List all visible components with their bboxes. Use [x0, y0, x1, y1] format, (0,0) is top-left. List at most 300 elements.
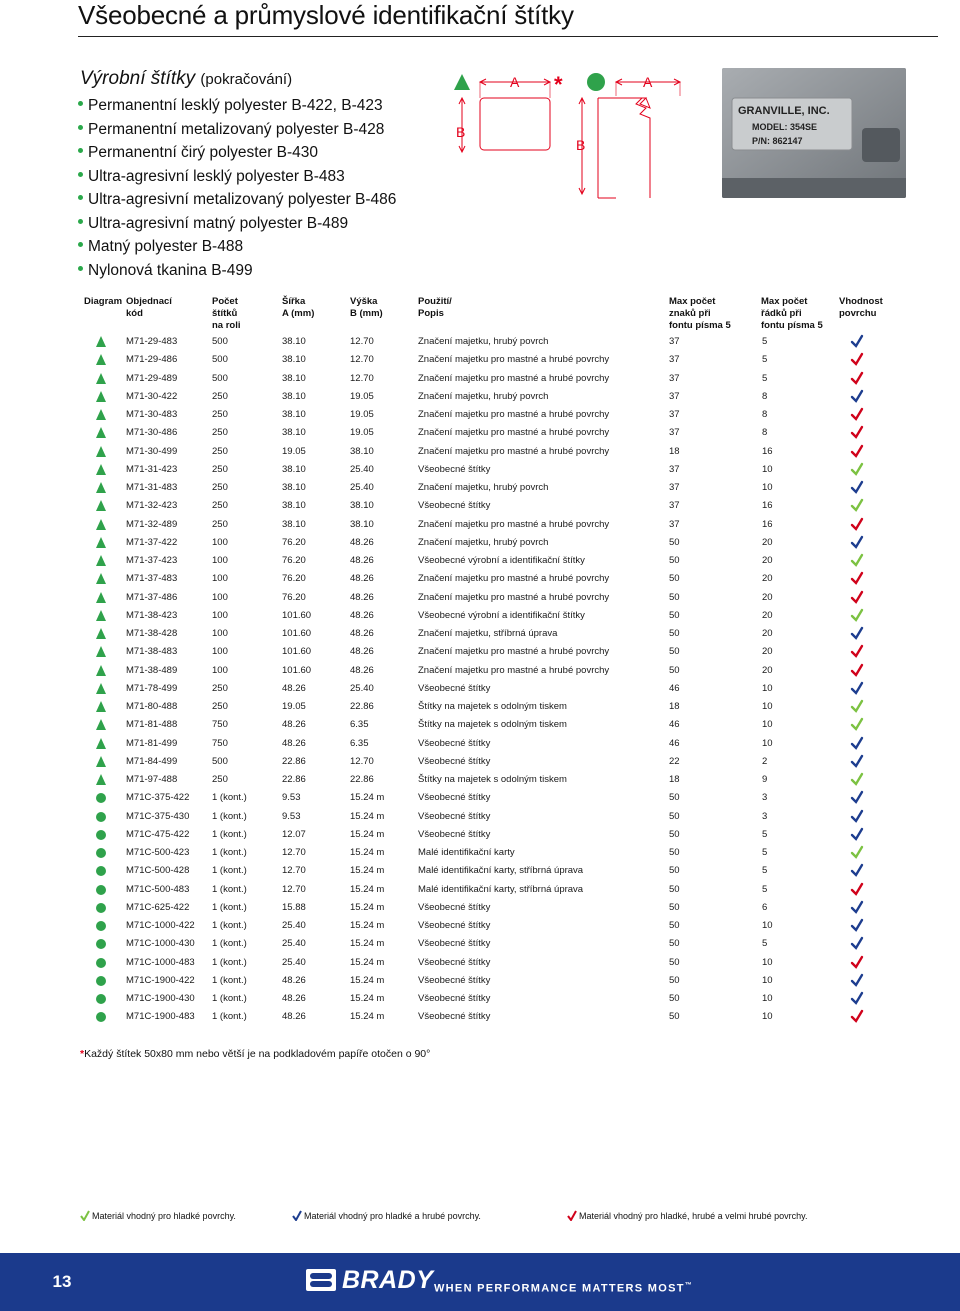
cell-width: 38.10	[282, 354, 306, 366]
cell-chars: 50	[669, 828, 680, 840]
check-icon	[850, 334, 864, 348]
cell-count: 100	[212, 664, 228, 676]
check-icon	[850, 425, 864, 439]
cell-height: 15.24 m	[350, 810, 385, 822]
cell-count: 250	[212, 701, 228, 712]
cell-count: 250	[212, 445, 228, 457]
cell-chars: 50	[669, 883, 680, 895]
cell-height: 15.24 m	[350, 865, 385, 877]
cell-width: 38.10	[282, 409, 306, 420]
cell-code: M71-32-423	[126, 500, 178, 512]
check-icon	[850, 590, 864, 604]
cell-width: 9.53	[282, 792, 301, 804]
cell-height: 48.26	[350, 573, 374, 585]
header-max-lines: Max počet řádků při fontu písma 5	[761, 296, 823, 331]
triangle-icon	[96, 500, 106, 511]
product-photo	[722, 68, 906, 198]
photo-line1: GRANVILLE, INC.	[738, 105, 830, 117]
cell-height: 25.40	[350, 482, 374, 493]
cell-code: M71C-500-428	[126, 865, 190, 877]
cell-usage: Všeobecné štítky	[418, 792, 491, 804]
cell-lines: 2	[762, 755, 768, 767]
material-item: Permanentní lesklý polyester B-422, B-423	[78, 94, 396, 118]
circle-icon	[96, 848, 106, 858]
cell-code: M71-37-486	[126, 591, 178, 603]
brady-logo-icon	[306, 1269, 336, 1291]
cell-lines: 10	[762, 1011, 773, 1023]
table-row	[0, 516, 960, 534]
dim-a-left: A	[510, 74, 520, 90]
cell-usage: Štítky na majetek s odolným tiskem	[418, 774, 567, 785]
cell-chars: 50	[669, 1011, 680, 1023]
cell-lines: 5	[762, 883, 768, 895]
check-icon	[850, 444, 864, 458]
check-icon	[850, 1009, 864, 1023]
check-icon	[850, 736, 864, 750]
cell-lines: 10	[762, 682, 773, 694]
cell-count: 250	[212, 463, 228, 475]
cell-lines: 5	[762, 847, 768, 858]
label-outline-small	[480, 98, 550, 150]
check-icon	[567, 1210, 577, 1221]
cell-count: 1 (kont.)	[212, 810, 247, 822]
cell-lines: 8	[762, 390, 768, 402]
cell-count: 100	[212, 646, 228, 658]
footer-bar	[0, 1253, 960, 1311]
triangle-icon	[96, 610, 106, 621]
cell-chars: 50	[669, 664, 680, 676]
table-row	[0, 662, 960, 680]
cell-width: 101.60	[282, 646, 312, 658]
cell-usage: Malé identifikační karty	[418, 847, 515, 858]
table-row	[0, 461, 960, 479]
cell-chars: 50	[669, 792, 680, 804]
cell-usage: Všeobecné štítky	[418, 737, 491, 749]
check-icon	[850, 918, 864, 932]
cell-code: M71-97-488	[126, 774, 178, 785]
cell-code: M71-38-483	[126, 646, 178, 658]
material-item: Matný polyester B-488	[78, 235, 396, 259]
table-row	[0, 808, 960, 826]
cell-lines: 20	[762, 609, 773, 621]
check-icon	[850, 535, 864, 549]
cell-chars: 50	[669, 628, 680, 639]
cell-chars: 46	[669, 682, 680, 694]
cell-code: M71-38-489	[126, 664, 178, 676]
cell-chars: 37	[669, 463, 680, 475]
cell-count: 100	[212, 536, 228, 548]
cell-lines: 20	[762, 628, 773, 639]
table-row	[0, 443, 960, 461]
cell-lines: 10	[762, 956, 773, 968]
check-icon	[850, 845, 864, 859]
cell-usage: Značení majetku, stříbrná úprava	[418, 628, 558, 639]
table-row	[0, 333, 960, 351]
cell-height: 48.26	[350, 664, 374, 676]
cell-code: M71-29-489	[126, 372, 178, 384]
cell-usage: Všeobecné štítky	[418, 682, 491, 694]
circle-icon	[96, 976, 106, 986]
table-row	[0, 899, 960, 917]
check-icon	[850, 754, 864, 768]
table-row	[0, 753, 960, 771]
cell-usage: Značení majetku pro mastné a hrubé povrchy	[418, 518, 610, 530]
table-row	[0, 406, 960, 424]
check-icon	[850, 626, 864, 640]
cell-usage: Všeobecné štítky	[418, 1011, 491, 1023]
cell-code: M71C-1900-483	[126, 1011, 195, 1023]
cell-code: M71C-500-423	[126, 847, 190, 858]
check-icon	[850, 772, 864, 786]
cell-width: 12.07	[282, 828, 306, 840]
cell-chars: 18	[669, 701, 680, 712]
circle-icon	[96, 866, 106, 876]
check-icon	[850, 517, 864, 531]
cell-width: 22.86	[282, 755, 306, 767]
cell-chars: 37	[669, 372, 680, 384]
table-row	[0, 935, 960, 953]
cell-chars: 50	[669, 573, 680, 585]
table-row	[0, 844, 960, 862]
triangle-icon	[96, 756, 106, 767]
cell-height: 15.24 m	[350, 1011, 385, 1023]
table-row	[0, 643, 960, 661]
circle-icon	[96, 958, 106, 968]
brand-name: BRADY	[342, 1265, 434, 1294]
brand-logo	[306, 1266, 433, 1294]
table-row	[0, 607, 960, 625]
cell-usage: Všeobecné výrobní a identifikační štítky	[418, 609, 585, 621]
cell-usage: Značení majetku, hrubý povrch	[418, 390, 549, 402]
cell-usage: Značení majetku pro mastné a hrubé povrchy	[418, 409, 610, 420]
circle-icon	[96, 885, 106, 895]
cell-height: 12.70	[350, 755, 374, 767]
cell-count: 1 (kont.)	[212, 865, 247, 877]
cell-lines: 10	[762, 719, 773, 731]
section-heading	[80, 68, 292, 90]
cell-usage: Značení majetku pro mastné a hrubé povrchy	[418, 573, 610, 585]
triangle-icon	[96, 628, 106, 639]
table-row	[0, 625, 960, 643]
cell-usage: Všeobecné štítky	[418, 938, 491, 950]
material-item: Ultra-agresivní matný polyester B-489	[78, 212, 396, 236]
cell-code: M71C-1000-483	[126, 956, 195, 968]
table-row	[0, 917, 960, 935]
cell-code: M71C-1000-430	[126, 938, 195, 950]
cell-usage: Značení majetku pro mastné a hrubé povrchy	[418, 427, 610, 439]
dim-b-right: B	[576, 137, 586, 153]
cell-height: 15.24 m	[350, 901, 385, 913]
cell-code: M71-38-428	[126, 628, 178, 639]
cell-height: 38.10	[350, 500, 374, 512]
cell-width: 76.20	[282, 573, 306, 585]
cell-height: 12.70	[350, 372, 374, 384]
cell-height: 15.24 m	[350, 847, 385, 858]
cell-width: 101.60	[282, 664, 312, 676]
cell-usage: Štítky na majetek s odolným tiskem	[418, 701, 567, 712]
cell-lines: 10	[762, 463, 773, 475]
label-dimension-diagram	[450, 68, 700, 208]
cell-count: 100	[212, 628, 228, 639]
photo-line3: P/N: 862147	[752, 136, 803, 146]
cell-height: 15.24 m	[350, 938, 385, 950]
cell-lines: 3	[762, 810, 768, 822]
header-max-chars: Max počet znaků při fontu písma 5	[669, 296, 731, 331]
cell-width: 38.10	[282, 390, 306, 402]
cell-height: 15.24 m	[350, 993, 385, 1004]
cell-width: 48.26	[282, 974, 306, 986]
cell-chars: 37	[669, 500, 680, 512]
cell-usage: Značení majetku pro mastné a hrubé povrchy	[418, 646, 610, 658]
triangle-icon	[96, 373, 106, 384]
cell-lines: 20	[762, 664, 773, 676]
cell-width: 76.20	[282, 591, 306, 603]
section-continuation: (pokračování)	[200, 71, 293, 88]
cell-code: M71-31-483	[126, 482, 178, 493]
header-width: Šířka A (mm)	[282, 296, 315, 319]
material-item: Permanentní metalizovaný polyester B-428	[78, 118, 396, 142]
bullet-icon	[78, 242, 83, 247]
cell-width: 76.20	[282, 536, 306, 548]
triangle-icon	[96, 482, 106, 493]
cell-width: 38.10	[282, 336, 306, 347]
cell-height: 48.26	[350, 628, 374, 639]
cell-count: 750	[212, 719, 228, 731]
footnote-asterisk: *	[80, 1048, 85, 1060]
cell-width: 19.05	[282, 445, 306, 457]
cell-lines: 20	[762, 646, 773, 658]
cell-usage: Všeobecné štítky	[418, 901, 491, 913]
cell-usage: Všeobecné štítky	[418, 993, 491, 1004]
triangle-icon	[96, 537, 106, 548]
cell-chars: 50	[669, 993, 680, 1004]
cell-chars: 37	[669, 518, 680, 530]
cell-height: 48.26	[350, 555, 374, 566]
cell-code: M71-32-489	[126, 518, 178, 530]
cell-lines: 8	[762, 409, 768, 420]
cell-count: 750	[212, 737, 228, 749]
table-row	[0, 388, 960, 406]
cell-lines: 6	[762, 901, 768, 913]
cell-height: 15.24 m	[350, 920, 385, 931]
circle-icon	[96, 812, 106, 822]
circle-icon	[587, 73, 605, 91]
table-row	[0, 424, 960, 442]
cell-count: 250	[212, 482, 228, 493]
table-row	[0, 698, 960, 716]
table-row	[0, 954, 960, 972]
cell-count: 1 (kont.)	[212, 974, 247, 986]
cell-usage: Všeobecné štítky	[418, 755, 491, 767]
cell-chars: 50	[669, 847, 680, 858]
cell-usage: Všeobecné štítky	[418, 828, 491, 840]
cell-count: 1 (kont.)	[212, 792, 247, 804]
bullet-icon	[78, 219, 83, 224]
cell-count: 100	[212, 573, 228, 585]
check-icon	[80, 1210, 90, 1221]
asterisk-mark: *	[554, 72, 563, 97]
circle-icon	[96, 1012, 106, 1022]
check-icon	[850, 462, 864, 476]
header-code: Objednací kód	[126, 296, 172, 319]
header-suitability: Vhodnost povrchu	[839, 296, 883, 319]
cell-height: 19.05	[350, 427, 374, 439]
cell-height: 25.40	[350, 463, 374, 475]
cell-code: M71-80-488	[126, 701, 178, 712]
cell-code: M71-37-423	[126, 555, 178, 566]
page-title: Všeobecné a průmyslové identifikační štítky	[78, 0, 574, 30]
legend-smooth	[80, 1210, 236, 1221]
cell-usage: Štítky na majetek s odolným tiskem	[418, 719, 567, 731]
cell-height: 19.05	[350, 409, 374, 420]
cell-lines: 5	[762, 865, 768, 877]
cell-code: M71-31-423	[126, 463, 178, 475]
cell-width: 38.10	[282, 500, 306, 512]
check-icon	[850, 608, 864, 622]
circle-icon	[96, 939, 106, 949]
cell-usage: Všeobecné štítky	[418, 463, 491, 475]
check-icon	[850, 955, 864, 969]
triangle-icon	[96, 464, 106, 475]
cell-width: 12.70	[282, 865, 306, 877]
check-icon	[850, 900, 864, 914]
cell-height: 15.24 m	[350, 956, 385, 968]
cell-code: M71-30-499	[126, 445, 178, 457]
check-icon	[850, 809, 864, 823]
cell-usage: Značení majetku pro mastné a hrubé povrchy	[418, 445, 610, 457]
cell-chars: 50	[669, 536, 680, 548]
cell-width: 48.26	[282, 993, 306, 1004]
dim-b-left: B	[456, 124, 466, 140]
table-row	[0, 862, 960, 880]
cell-count: 1 (kont.)	[212, 956, 247, 968]
cell-code: M71C-1900-430	[126, 993, 195, 1004]
cell-count: 1 (kont.)	[212, 847, 247, 858]
cell-count: 500	[212, 755, 228, 767]
check-icon	[850, 663, 864, 677]
cell-chars: 37	[669, 409, 680, 420]
cell-usage: Značení majetku pro mastné a hrubé povrchy	[418, 372, 610, 384]
bullet-icon	[78, 101, 83, 106]
cell-usage: Všeobecné štítky	[418, 920, 491, 931]
triangle-icon	[96, 573, 106, 584]
check-icon	[850, 553, 864, 567]
triangle-icon	[96, 391, 106, 402]
cell-width: 25.40	[282, 956, 306, 968]
check-icon	[850, 936, 864, 950]
cell-width: 15.88	[282, 901, 306, 913]
cell-usage: Malé identifikační karty, stříbrná úprava	[418, 883, 584, 895]
cell-count: 250	[212, 774, 228, 785]
table-row	[0, 680, 960, 698]
check-icon	[850, 717, 864, 731]
circle-icon	[96, 903, 106, 913]
triangle-icon	[96, 409, 106, 420]
cell-chars: 50	[669, 920, 680, 931]
cell-lines: 5	[762, 336, 768, 347]
cell-count: 250	[212, 518, 228, 530]
cell-lines: 16	[762, 445, 773, 457]
cell-lines: 20	[762, 573, 773, 585]
check-icon	[850, 389, 864, 403]
check-icon	[850, 371, 864, 385]
cell-chars: 37	[669, 336, 680, 347]
cell-chars: 50	[669, 938, 680, 950]
cell-height: 15.24 m	[350, 974, 385, 986]
page-number: 13	[52, 1272, 72, 1291]
cell-chars: 46	[669, 719, 680, 731]
table-row	[0, 735, 960, 753]
cell-code: M71C-375-430	[126, 810, 190, 822]
cell-count: 500	[212, 336, 228, 347]
cell-chars: 37	[669, 390, 680, 402]
cell-width: 101.60	[282, 628, 312, 639]
cell-count: 250	[212, 682, 228, 694]
check-icon	[850, 991, 864, 1005]
cell-width: 48.26	[282, 737, 306, 749]
table-row	[0, 370, 960, 388]
cell-chars: 50	[669, 865, 680, 877]
cell-height: 48.26	[350, 591, 374, 603]
cell-chars: 50	[669, 956, 680, 968]
cell-usage: Značení majetku, hrubý povrch	[418, 482, 549, 493]
cell-height: 19.05	[350, 390, 374, 402]
table-row	[0, 826, 960, 844]
cell-height: 48.26	[350, 536, 374, 548]
cell-count: 1 (kont.)	[212, 883, 247, 895]
cell-lines: 10	[762, 993, 773, 1004]
material-item: Ultra-agresivní lesklý polyester B-483	[78, 165, 396, 189]
cell-lines: 5	[762, 354, 768, 366]
table-row	[0, 972, 960, 990]
cell-code: M71-81-499	[126, 737, 178, 749]
cell-height: 15.24 m	[350, 828, 385, 840]
cell-code: M71-29-486	[126, 354, 178, 366]
cell-usage: Značení majetku pro mastné a hrubé povrchy	[418, 591, 610, 603]
cell-width: 38.10	[282, 427, 306, 439]
cell-count: 1 (kont.)	[212, 901, 247, 913]
title-divider	[78, 36, 938, 37]
dim-a-right: A	[643, 74, 653, 90]
cell-count: 1 (kont.)	[212, 828, 247, 840]
triangle-icon	[96, 592, 106, 603]
check-icon	[850, 699, 864, 713]
cell-code: M71C-375-422	[126, 792, 190, 804]
table-row	[0, 716, 960, 734]
check-icon	[850, 681, 864, 695]
check-icon	[850, 480, 864, 494]
cell-usage: Malé identifikační karty, stříbrná úprava	[418, 865, 584, 877]
cell-count: 100	[212, 609, 228, 621]
check-icon	[850, 498, 864, 512]
cell-chars: 50	[669, 901, 680, 913]
cell-width: 48.26	[282, 1011, 306, 1023]
cell-width: 22.86	[282, 774, 306, 785]
bullet-icon	[78, 148, 83, 153]
cell-lines: 16	[762, 518, 773, 530]
table-row	[0, 771, 960, 789]
table-row	[0, 1008, 960, 1026]
cell-code: M71-29-483	[126, 336, 178, 347]
header-count: Počet štítků na roli	[212, 296, 241, 331]
legend-rough-text: Materiál vhodný pro hladké a hrubé povrchy.	[304, 1211, 481, 1221]
triangle-icon	[96, 446, 106, 457]
header-height: Výška B (mm)	[350, 296, 383, 319]
cell-width: 12.70	[282, 847, 306, 858]
cell-code: M71C-625-422	[126, 901, 190, 913]
cell-count: 100	[212, 555, 228, 566]
cell-chars: 50	[669, 609, 680, 621]
